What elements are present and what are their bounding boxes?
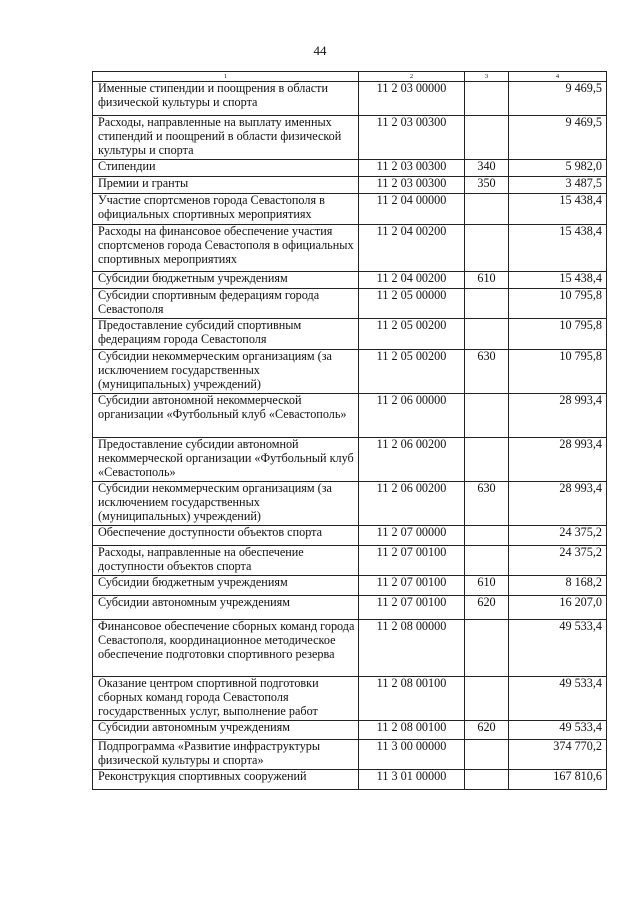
table-row [93,289,607,319]
cell-kind [465,116,509,160]
cell-kind: 630 [465,482,509,526]
cell-kind: 610 [465,576,509,596]
table-row [93,225,607,272]
cell-sum: 10 795,8 [509,350,607,394]
cell-kind [465,620,509,677]
cell-name: Расходы, направленные на выплату именных стипендий и поощрений в области физической культуры и спорта [93,116,359,160]
cell-name: Оказание центром спортивной подготовки сборных команд города Севастополя государственных услуг, выполнение работ [93,677,359,721]
table-row [93,350,607,394]
cell-name: Субсидии автономным учреждениям [93,721,359,740]
cell-kind [465,740,509,770]
cell-sum: 5 982,0 [509,160,607,177]
cell-sum: 49 533,4 [509,620,607,677]
cell-sum: 10 795,8 [509,289,607,319]
cell-sum: 10 795,8 [509,319,607,350]
cell-name: Предоставление субсидий спортивным федерациям города Севастополя [93,319,359,350]
table-row [93,770,607,790]
table-row [93,576,607,596]
cell-code: 11 2 06 00000 [359,394,465,438]
cell-name: Стипендии [93,160,359,177]
cell-name: Субсидии автономным учреждениям [93,596,359,620]
cell-code: 11 2 05 00200 [359,350,465,394]
cell-kind: 610 [465,272,509,289]
table-row [93,482,607,526]
cell-code: 11 2 08 00000 [359,620,465,677]
table-row [93,177,607,194]
cell-code: 11 2 04 00200 [359,225,465,272]
cell-sum: 15 438,4 [509,194,607,225]
table-row [93,438,607,482]
cell-sum: 15 438,4 [509,272,607,289]
cell-code: 11 2 07 00000 [359,526,465,546]
cell-name: Финансовое обеспечение сборных команд города Севастополя, координационное методическое обеспечение подготовки спортивного резерва [93,620,359,677]
cell-kind [465,770,509,790]
cell-sum: 167 810,6 [509,770,607,790]
table-row [93,194,607,225]
cell-name: Расходы, направленные на обеспечение доступности объектов спорта [93,546,359,576]
header-row [93,72,607,82]
cell-code: 11 3 00 00000 [359,740,465,770]
table-row [93,160,607,177]
table-row [93,546,607,576]
table-row [93,526,607,546]
cell-sum: 28 993,4 [509,438,607,482]
cell-name: Субсидии спортивным федерациям города Севастополя [93,289,359,319]
cell-sum: 24 375,2 [509,546,607,576]
cell-code: 11 2 08 00100 [359,677,465,721]
table-row [93,620,607,677]
cell-kind: 350 [465,177,509,194]
header-cell-name: 1 [93,72,359,82]
cell-name: Субсидии некоммерческим организациям (за исключением государственных (муниципальных) учреждений) [93,350,359,394]
cell-name: Субсидии некоммерческим организациям (за исключением государственных (муниципальных) учреждений) [93,482,359,526]
cell-kind [465,526,509,546]
table-row [93,596,607,620]
cell-code: 11 2 04 00200 [359,272,465,289]
cell-code: 11 2 03 00000 [359,82,465,116]
cell-name: Премии и гранты [93,177,359,194]
page-number: 44 [313,43,327,58]
cell-code: 11 2 03 00300 [359,177,465,194]
cell-name: Субсидии автономной некоммерческой организации «Футбольный клуб «Севастополь» [93,394,359,438]
cell-sum: 8 168,2 [509,576,607,596]
cell-name: Предоставление субсидии автономной некоммерческой организации «Футбольный клуб «Севастополь» [93,438,359,482]
table-row [93,740,607,770]
cell-name: Расходы на финансовое обеспечение участия спортсменов города Севастополя в официальных спортивных мероприятиях [93,225,359,272]
cell-code: 11 2 03 00300 [359,160,465,177]
cell-sum: 24 375,2 [509,526,607,546]
cell-sum: 16 207,0 [509,596,607,620]
cell-sum: 9 469,5 [509,116,607,160]
cell-code: 11 2 04 00000 [359,194,465,225]
cell-name: Участие спортсменов города Севастополя в официальных спортивных мероприятиях [93,194,359,225]
cell-kind [465,289,509,319]
table-row [93,319,607,350]
cell-code: 11 2 06 00200 [359,438,465,482]
cell-kind [465,194,509,225]
cell-kind [465,82,509,116]
cell-code: 11 2 07 00100 [359,596,465,620]
cell-sum: 28 993,4 [509,394,607,438]
table-row [93,394,607,438]
table-row [93,721,607,740]
cell-code: 11 2 05 00200 [359,319,465,350]
cell-sum: 9 469,5 [509,82,607,116]
budget-table [92,71,607,790]
cell-sum: 49 533,4 [509,677,607,721]
cell-kind: 630 [465,350,509,394]
cell-name: Подпрограмма «Развитие инфраструктуры физической культуры и спорта» [93,740,359,770]
cell-kind: 620 [465,596,509,620]
table-row [93,677,607,721]
cell-code: 11 2 07 00100 [359,576,465,596]
cell-sum: 49 533,4 [509,721,607,740]
cell-sum: 28 993,4 [509,482,607,526]
cell-name: Субсидии бюджетным учреждениям [93,576,359,596]
cell-kind [465,394,509,438]
cell-sum: 3 487,5 [509,177,607,194]
budget-table-body [93,72,607,790]
cell-name: Именные стипендии и поощрения в области физической культуры и спорта [93,82,359,116]
cell-kind [465,319,509,350]
cell-name: Субсидии бюджетным учреждениям [93,272,359,289]
table-row [93,82,607,116]
header-cell-sum: 4 [509,72,607,82]
cell-sum: 15 438,4 [509,225,607,272]
cell-kind [465,438,509,482]
header-cell-code: 2 [359,72,465,82]
cell-name: Реконструкция спортивных сооружений [93,770,359,790]
cell-kind [465,546,509,576]
cell-code: 11 2 05 00000 [359,289,465,319]
header-cell-kind: 3 [465,72,509,82]
cell-code: 11 2 06 00200 [359,482,465,526]
cell-name: Обеспечение доступности объектов спорта [93,526,359,546]
cell-code: 11 3 01 00000 [359,770,465,790]
cell-code: 11 2 07 00100 [359,546,465,576]
table-row [93,272,607,289]
cell-kind: 340 [465,160,509,177]
table-row [93,116,607,160]
cell-kind: 620 [465,721,509,740]
cell-code: 11 2 08 00100 [359,721,465,740]
cell-kind [465,225,509,272]
cell-code: 11 2 03 00300 [359,116,465,160]
cell-kind [465,677,509,721]
cell-sum: 374 770,2 [509,740,607,770]
